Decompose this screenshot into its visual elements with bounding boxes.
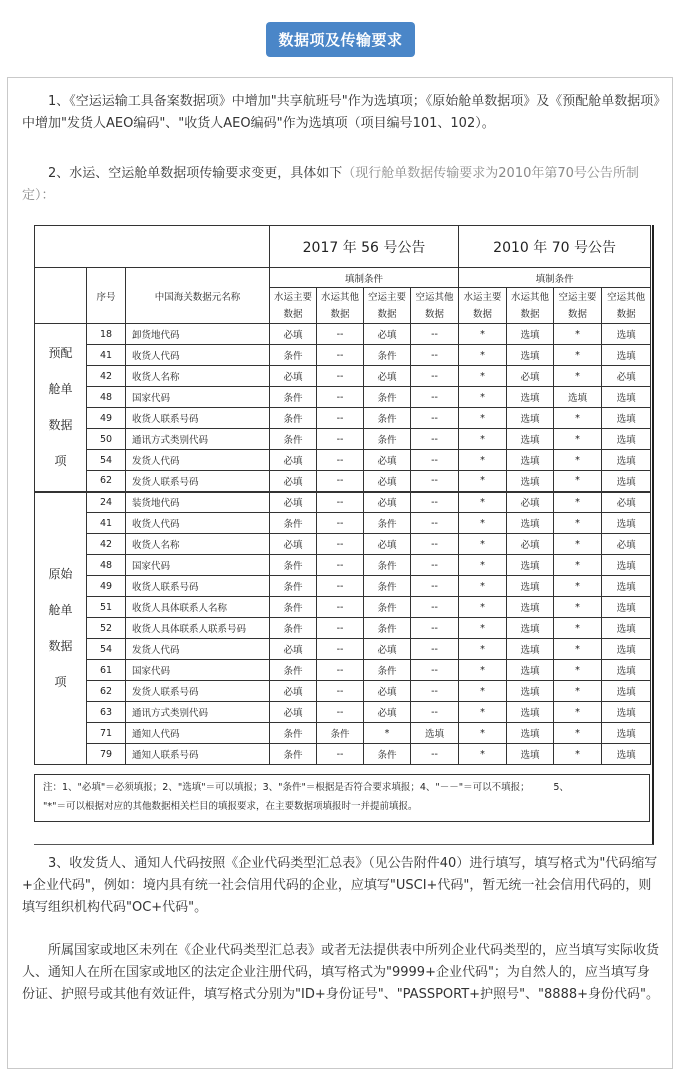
cell-value: -- bbox=[317, 702, 364, 723]
cell-value: -- bbox=[411, 702, 459, 723]
table-row bbox=[35, 324, 651, 345]
cell-name: 收货人代码 bbox=[126, 513, 270, 534]
cell-seq: 63 bbox=[87, 702, 126, 723]
cell-value: -- bbox=[411, 387, 459, 408]
cell-value: 选填 bbox=[602, 387, 651, 408]
cell-value: 必填 bbox=[364, 471, 411, 492]
cell-value: -- bbox=[411, 618, 459, 639]
cell-value: 必填 bbox=[364, 702, 411, 723]
table-frame bbox=[34, 225, 654, 845]
cell-value: 选填 bbox=[602, 345, 651, 366]
cell-value: * bbox=[459, 618, 507, 639]
cell-value: 条件 bbox=[270, 345, 317, 366]
cell-value: 条件 bbox=[270, 576, 317, 597]
cell-value: 必填 bbox=[602, 492, 651, 513]
header-group-blank bbox=[35, 268, 87, 324]
table-row bbox=[35, 534, 651, 555]
condition-col-header: 空运其他数据 bbox=[602, 288, 651, 324]
cell-value: 条件 bbox=[364, 660, 411, 681]
cell-value: 条件 bbox=[364, 576, 411, 597]
table-row bbox=[35, 450, 651, 471]
cell-value: * bbox=[554, 639, 602, 660]
condition-col-header: 空运主要数据 bbox=[554, 288, 602, 324]
cell-name: 收货人具体联系人联系号码 bbox=[126, 618, 270, 639]
cell-seq: 24 bbox=[87, 492, 126, 513]
cell-value: 条件 bbox=[270, 429, 317, 450]
cell-value: * bbox=[459, 555, 507, 576]
cell-seq: 61 bbox=[87, 660, 126, 681]
cell-value: 选填 bbox=[507, 513, 554, 534]
cell-value: -- bbox=[317, 324, 364, 345]
cell-value: * bbox=[364, 723, 411, 744]
cell-value: 选填 bbox=[507, 408, 554, 429]
cell-value: -- bbox=[411, 450, 459, 471]
cell-name: 国家代码 bbox=[126, 555, 270, 576]
condition-col-header: 空运主要数据 bbox=[364, 288, 411, 324]
cell-value: 条件 bbox=[270, 618, 317, 639]
cell-value: 选填 bbox=[507, 597, 554, 618]
cell-seq: 52 bbox=[87, 618, 126, 639]
cell-value: 选填 bbox=[507, 660, 554, 681]
cell-value: 条件 bbox=[270, 387, 317, 408]
cell-value: 条件 bbox=[270, 660, 317, 681]
cell-value: 必填 bbox=[270, 324, 317, 345]
cell-value: 选填 bbox=[602, 660, 651, 681]
cell-value: -- bbox=[317, 639, 364, 660]
cell-value: 条件 bbox=[270, 597, 317, 618]
cell-value: 必填 bbox=[364, 324, 411, 345]
cell-value: * bbox=[459, 744, 507, 765]
cell-value: * bbox=[554, 744, 602, 765]
cell-value: 选填 bbox=[507, 576, 554, 597]
cell-name: 收货人名称 bbox=[126, 534, 270, 555]
cell-name: 国家代码 bbox=[126, 387, 270, 408]
cell-seq: 41 bbox=[87, 513, 126, 534]
cell-value: 条件 bbox=[364, 744, 411, 765]
cell-value: -- bbox=[317, 597, 364, 618]
cell-value: -- bbox=[317, 408, 364, 429]
cell-value: 必填 bbox=[507, 366, 554, 387]
cell-value: -- bbox=[317, 681, 364, 702]
cell-value: 选填 bbox=[507, 702, 554, 723]
cell-value: 选填 bbox=[507, 450, 554, 471]
cell-value: * bbox=[554, 618, 602, 639]
cell-name: 通知人联系号码 bbox=[126, 744, 270, 765]
header-2010: 2010 年 70 号公告 bbox=[459, 226, 651, 268]
cell-value: 必填 bbox=[364, 639, 411, 660]
cell-value: 条件 bbox=[270, 408, 317, 429]
cell-value: 必填 bbox=[507, 492, 554, 513]
cell-value: * bbox=[554, 534, 602, 555]
cell-name: 通讯方式类别代码 bbox=[126, 429, 270, 450]
cell-value: * bbox=[459, 702, 507, 723]
cell-name: 收货人联系号码 bbox=[126, 576, 270, 597]
cell-value: 选填 bbox=[602, 597, 651, 618]
table-row bbox=[35, 597, 651, 618]
condition-col-header: 水运主要数据 bbox=[270, 288, 317, 324]
cell-value: 选填 bbox=[411, 723, 459, 744]
cell-value: 条件 bbox=[364, 618, 411, 639]
cell-value: 选填 bbox=[507, 429, 554, 450]
paragraph-1-text: 1、《空运运输工具备案数据项》中增加"共享航班号"作为选填项；《原始舱单数据项》及《预配舱单数据项》中增加"发货人AEO编码"、"收货人AEO编码"作为选填项（项目编号101、102）。 bbox=[22, 94, 660, 131]
table-row bbox=[35, 618, 651, 639]
cell-name: 收货人具体联系人名称 bbox=[126, 597, 270, 618]
cell-name: 收货人联系号码 bbox=[126, 408, 270, 429]
cell-value: 条件 bbox=[364, 345, 411, 366]
table-row bbox=[35, 576, 651, 597]
cell-value: -- bbox=[411, 408, 459, 429]
cell-value: 选填 bbox=[507, 555, 554, 576]
condition-col-header: 水运主要数据 bbox=[459, 288, 507, 324]
cell-seq: 79 bbox=[87, 744, 126, 765]
cell-seq: 42 bbox=[87, 534, 126, 555]
cell-value: * bbox=[459, 723, 507, 744]
cell-value: * bbox=[459, 660, 507, 681]
cell-value: * bbox=[459, 366, 507, 387]
paragraph-1 bbox=[22, 91, 662, 135]
cell-seq: 54 bbox=[87, 639, 126, 660]
cell-value: * bbox=[554, 702, 602, 723]
paragraph-4-text: 所属国家或地区未列在《企业代码类型汇总表》或者无法提供表中所列企业代码类型的，应当填写实际收货人、通知人在所在国家或地区的法定企业注册代码，填写格式为"9999+企业代码"；为自然人的，应当填写身份证、护照号或其他有效证件，填写格式分别为"ID+身份证号"、"PASSPORT+护照号"、"8888+身份代码"。 bbox=[22, 943, 660, 1002]
cell-value: * bbox=[554, 408, 602, 429]
cell-value: * bbox=[554, 324, 602, 345]
cell-value: 选填 bbox=[507, 681, 554, 702]
cell-value: 必填 bbox=[270, 534, 317, 555]
cell-value: -- bbox=[411, 324, 459, 345]
cell-value: -- bbox=[317, 492, 364, 513]
cell-value: 必填 bbox=[364, 492, 411, 513]
cell-value: -- bbox=[411, 681, 459, 702]
condition-col-header: 水运其他数据 bbox=[317, 288, 364, 324]
cell-value: 选填 bbox=[602, 681, 651, 702]
table-row bbox=[35, 429, 651, 450]
cell-value: * bbox=[459, 681, 507, 702]
cell-value: -- bbox=[411, 471, 459, 492]
cell-seq: 62 bbox=[87, 471, 126, 492]
cell-value: 条件 bbox=[270, 513, 317, 534]
cell-value: 必填 bbox=[270, 681, 317, 702]
cell-value: -- bbox=[317, 576, 364, 597]
cell-value: 选填 bbox=[602, 618, 651, 639]
cell-value: * bbox=[554, 429, 602, 450]
cell-value: * bbox=[554, 366, 602, 387]
notes-line-2: "*"＝可以根据对应的其他数据相关栏目的填报要求，在主要数据项填报时一并提前填报。 bbox=[43, 801, 418, 812]
cell-value: 选填 bbox=[602, 723, 651, 744]
cell-seq: 51 bbox=[87, 597, 126, 618]
cell-value: 必填 bbox=[270, 492, 317, 513]
cell-value: 选填 bbox=[507, 345, 554, 366]
cell-name: 发货人代码 bbox=[126, 450, 270, 471]
cell-name: 通知人代码 bbox=[126, 723, 270, 744]
data-table bbox=[34, 225, 651, 765]
cell-name: 国家代码 bbox=[126, 660, 270, 681]
table-row bbox=[35, 387, 651, 408]
condition-col-header: 水运其他数据 bbox=[507, 288, 554, 324]
cell-value: * bbox=[554, 450, 602, 471]
cell-value: -- bbox=[411, 597, 459, 618]
cell-name: 发货人联系号码 bbox=[126, 471, 270, 492]
cell-value: 条件 bbox=[317, 723, 364, 744]
cell-value: 必填 bbox=[507, 534, 554, 555]
cell-value: * bbox=[459, 345, 507, 366]
table-row bbox=[35, 639, 651, 660]
cell-value: 必填 bbox=[364, 681, 411, 702]
group-label: 预配 舱单 数据 项 bbox=[35, 324, 87, 492]
cell-value: -- bbox=[317, 345, 364, 366]
cell-seq: 41 bbox=[87, 345, 126, 366]
cell-value: * bbox=[459, 450, 507, 471]
cell-value: -- bbox=[411, 513, 459, 534]
cell-value: 选填 bbox=[602, 555, 651, 576]
cell-value: 条件 bbox=[364, 555, 411, 576]
paragraph-3 bbox=[22, 853, 662, 919]
cell-value: 选填 bbox=[602, 324, 651, 345]
header-name: 中国海关数据元名称 bbox=[126, 268, 270, 324]
cell-value: 选填 bbox=[507, 723, 554, 744]
cell-value: -- bbox=[411, 345, 459, 366]
cell-value: * bbox=[459, 387, 507, 408]
table-row bbox=[35, 723, 651, 744]
cell-value: 选填 bbox=[507, 744, 554, 765]
table-row bbox=[35, 492, 651, 513]
cell-value: -- bbox=[317, 618, 364, 639]
cell-value: -- bbox=[411, 639, 459, 660]
cell-value: * bbox=[459, 639, 507, 660]
cell-value: * bbox=[554, 555, 602, 576]
cell-value: -- bbox=[317, 471, 364, 492]
cell-value: -- bbox=[317, 660, 364, 681]
cell-seq: 62 bbox=[87, 681, 126, 702]
cell-value: -- bbox=[317, 534, 364, 555]
cell-value: 条件 bbox=[364, 597, 411, 618]
cell-value: 必填 bbox=[364, 450, 411, 471]
cell-value: * bbox=[459, 471, 507, 492]
group-label: 原始 舱单 数据 项 bbox=[35, 492, 87, 765]
cell-seq: 42 bbox=[87, 366, 126, 387]
cell-value: * bbox=[459, 429, 507, 450]
cell-name: 装货地代码 bbox=[126, 492, 270, 513]
cell-value: 选填 bbox=[602, 513, 651, 534]
cell-value: -- bbox=[411, 555, 459, 576]
cell-value: -- bbox=[411, 366, 459, 387]
cell-seq: 71 bbox=[87, 723, 126, 744]
cell-value: 选填 bbox=[602, 744, 651, 765]
cell-value: 必填 bbox=[602, 534, 651, 555]
title-wrap bbox=[0, 22, 681, 57]
paragraph-4 bbox=[22, 940, 662, 1006]
cell-value: -- bbox=[317, 450, 364, 471]
cell-value: * bbox=[459, 576, 507, 597]
fill-condition-2017: 填制条件 bbox=[270, 268, 459, 288]
table-row bbox=[35, 555, 651, 576]
cell-value: 必填 bbox=[364, 366, 411, 387]
cell-value: * bbox=[554, 597, 602, 618]
cell-value: * bbox=[459, 534, 507, 555]
cell-value: 选填 bbox=[507, 618, 554, 639]
paragraph-2-text: 2、水运、空运舱单数据项传输要求变更，具体如下 bbox=[48, 166, 343, 181]
cell-value: * bbox=[554, 660, 602, 681]
table-notes bbox=[34, 774, 650, 822]
cell-value: * bbox=[459, 513, 507, 534]
cell-value: -- bbox=[317, 513, 364, 534]
table-row bbox=[35, 345, 651, 366]
cell-value: 必填 bbox=[602, 366, 651, 387]
cell-value: * bbox=[554, 492, 602, 513]
cell-value: 条件 bbox=[364, 513, 411, 534]
cell-value: -- bbox=[317, 366, 364, 387]
cell-name: 发货人代码 bbox=[126, 639, 270, 660]
table-row bbox=[35, 408, 651, 429]
fill-condition-2010: 填制条件 bbox=[459, 268, 651, 288]
cell-seq: 18 bbox=[87, 324, 126, 345]
cell-name: 收货人代码 bbox=[126, 345, 270, 366]
table-row bbox=[35, 660, 651, 681]
cell-name: 收货人名称 bbox=[126, 366, 270, 387]
cell-value: * bbox=[459, 597, 507, 618]
cell-value: 必填 bbox=[270, 639, 317, 660]
cell-value: 选填 bbox=[507, 387, 554, 408]
content-box bbox=[7, 77, 673, 1069]
cell-seq: 48 bbox=[87, 555, 126, 576]
cell-value: 条件 bbox=[270, 723, 317, 744]
section-title: 数据项及传输要求 bbox=[266, 22, 414, 57]
header-2017: 2017 年 56 号公告 bbox=[270, 226, 459, 268]
table-row bbox=[35, 702, 651, 723]
cell-value: 选填 bbox=[602, 576, 651, 597]
paragraph-2 bbox=[22, 163, 662, 207]
cell-seq: 49 bbox=[87, 576, 126, 597]
cell-value: 选填 bbox=[507, 639, 554, 660]
cell-value: 必填 bbox=[270, 471, 317, 492]
cell-value: -- bbox=[411, 534, 459, 555]
cell-value: 必填 bbox=[270, 450, 317, 471]
cell-value: 选填 bbox=[602, 408, 651, 429]
cell-value: 必填 bbox=[270, 702, 317, 723]
cell-seq: 48 bbox=[87, 387, 126, 408]
header-seq: 序号 bbox=[87, 268, 126, 324]
cell-value: * bbox=[554, 471, 602, 492]
cell-name: 发货人联系号码 bbox=[126, 681, 270, 702]
cell-value: -- bbox=[411, 492, 459, 513]
cell-value: -- bbox=[411, 429, 459, 450]
cell-value: 必填 bbox=[270, 366, 317, 387]
table-row bbox=[35, 471, 651, 492]
cell-value: * bbox=[554, 576, 602, 597]
cell-seq: 49 bbox=[87, 408, 126, 429]
paragraph-2-note: （现行舱单数据传输要求为2010年第70号公告所制定）： bbox=[22, 166, 639, 203]
cell-value: -- bbox=[317, 555, 364, 576]
cell-value: 条件 bbox=[364, 429, 411, 450]
header-blank bbox=[35, 226, 270, 268]
condition-col-header: 空运其他数据 bbox=[411, 288, 459, 324]
cell-value: * bbox=[554, 345, 602, 366]
notes-line-1: 注：1、"必填"＝必须填报；2、"选填"＝可以填报；3、"条件"＝根据是否符合要求填报；4、"－－"＝可以不填报； 5、 bbox=[43, 782, 569, 793]
cell-value: 条件 bbox=[270, 744, 317, 765]
cell-seq: 54 bbox=[87, 450, 126, 471]
cell-value: 必填 bbox=[364, 534, 411, 555]
cell-name: 卸货地代码 bbox=[126, 324, 270, 345]
cell-value: 选填 bbox=[602, 471, 651, 492]
cell-value: 选填 bbox=[602, 450, 651, 471]
table-row bbox=[35, 681, 651, 702]
table-row bbox=[35, 513, 651, 534]
cell-value: 选填 bbox=[602, 702, 651, 723]
cell-value: 选填 bbox=[507, 324, 554, 345]
cell-value: 选填 bbox=[554, 387, 602, 408]
paragraph-3-text: 3、收发货人、通知人代码按照《企业代码类型汇总表》（见公告附件40）进行填写，填写格式为"代码缩写+企业代码"，例如：境内具有统一社会信用代码的企业，应填写"USCI+代码"，暂无统一社会信用代码的，则填写组织机构代码"OC+代码"。 bbox=[22, 856, 658, 915]
cell-value: * bbox=[459, 408, 507, 429]
cell-value: * bbox=[459, 492, 507, 513]
cell-value: * bbox=[459, 324, 507, 345]
table-row bbox=[35, 744, 651, 765]
cell-value: * bbox=[554, 513, 602, 534]
cell-value: 选填 bbox=[507, 471, 554, 492]
cell-value: -- bbox=[411, 576, 459, 597]
cell-value: 条件 bbox=[364, 408, 411, 429]
cell-value: 选填 bbox=[602, 429, 651, 450]
cell-value: -- bbox=[411, 744, 459, 765]
cell-seq: 50 bbox=[87, 429, 126, 450]
cell-value: -- bbox=[317, 429, 364, 450]
cell-value: -- bbox=[411, 660, 459, 681]
cell-value: 条件 bbox=[364, 387, 411, 408]
cell-name: 通讯方式类别代码 bbox=[126, 702, 270, 723]
cell-value: * bbox=[554, 723, 602, 744]
cell-value: -- bbox=[317, 744, 364, 765]
cell-value: 条件 bbox=[270, 555, 317, 576]
cell-value: 选填 bbox=[602, 639, 651, 660]
cell-value: -- bbox=[317, 387, 364, 408]
cell-value: * bbox=[554, 681, 602, 702]
table-row bbox=[35, 366, 651, 387]
